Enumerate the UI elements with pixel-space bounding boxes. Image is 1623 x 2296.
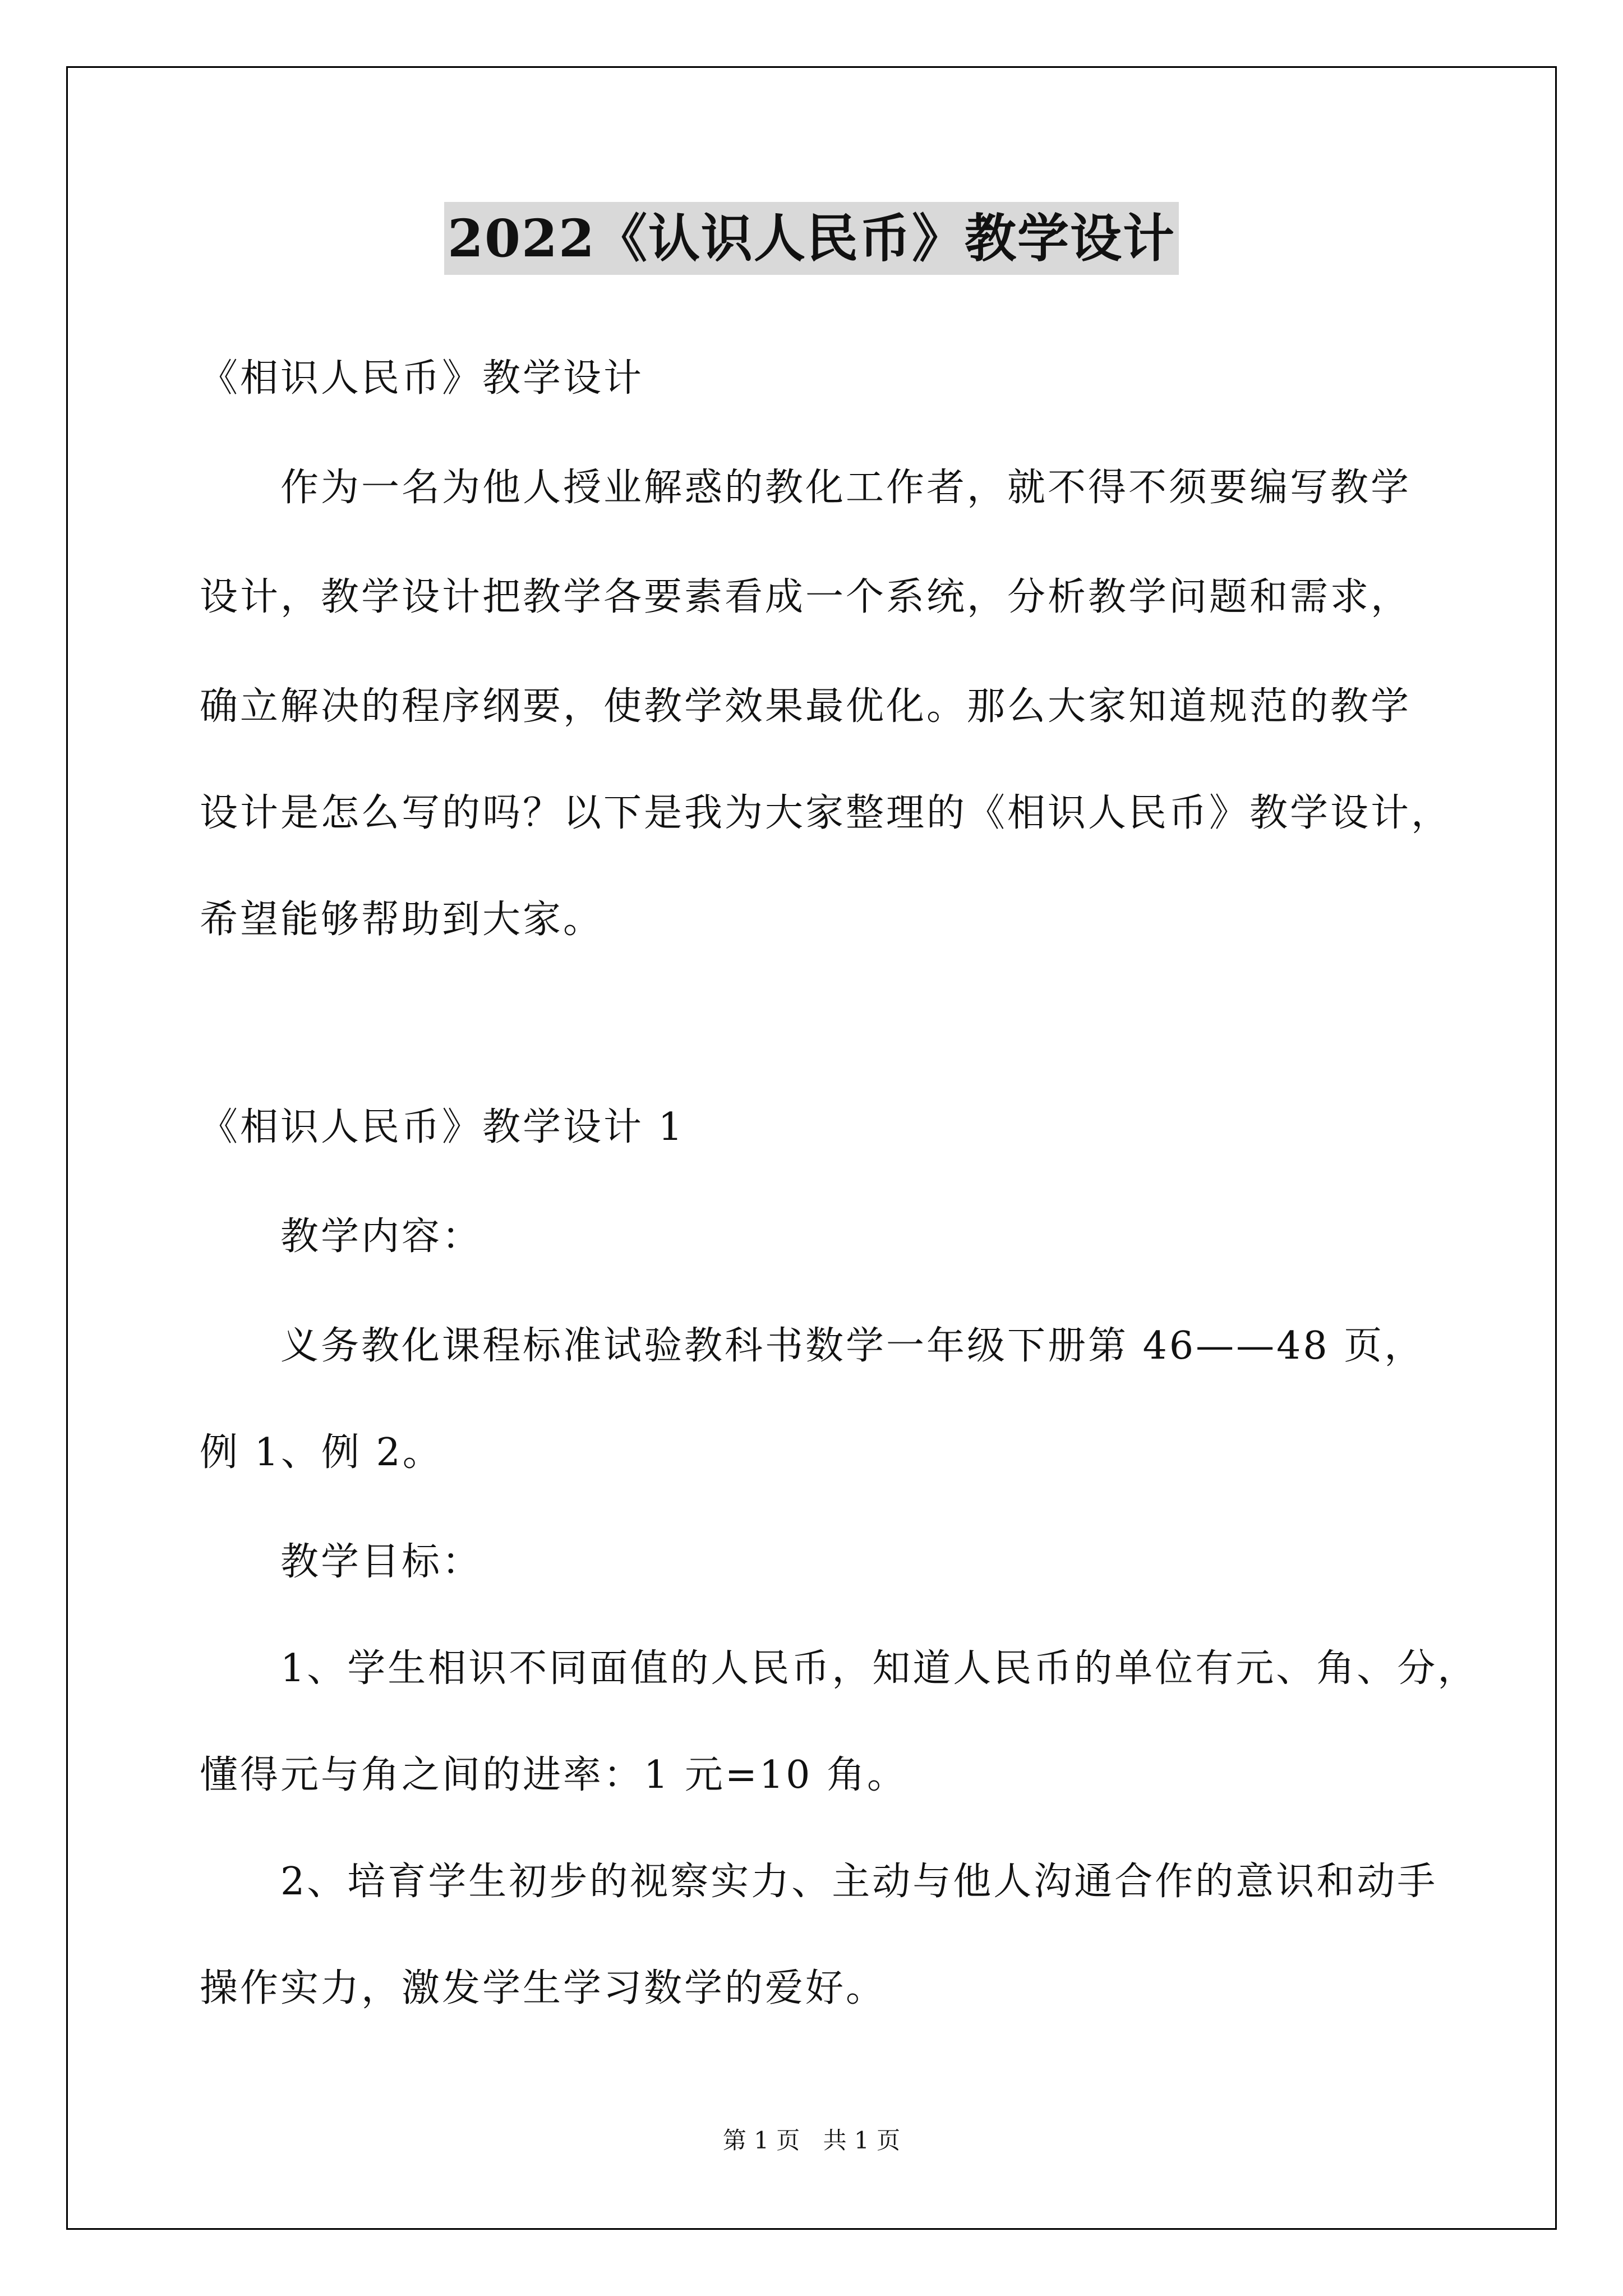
page-total: 共 1 页 — [823, 2127, 901, 2154]
paragraph-line: 2、培育学生初步的视察实力、主动与他人沟通合作的意识和动手 — [280, 1860, 1438, 1904]
paragraph-line: 懂得元与角之间的进率：1 元=10 角。 — [200, 1753, 907, 1797]
page-footer — [0, 2124, 1623, 2157]
paragraph-line: 作为一名为他人授业解惑的教化工作者，就不得不须要编写教学 — [280, 466, 1412, 510]
document-title: 2022《认识人民币》教学设计 — [444, 202, 1179, 275]
paragraph-line: 操作实力，激发学生学习数学的爱好。 — [200, 1966, 887, 2010]
page-number: 第 1 页 — [722, 2127, 800, 2154]
paragraph-line: 1、学生相识不同面值的人民币，知道人民币的单位有元、角、分， — [280, 1646, 1478, 1691]
paragraph-line: 教学目标： — [280, 1540, 483, 1584]
paragraph-line: 确立解决的程序纲要，使教学效果最优化。那么大家知道规范的教学 — [200, 684, 1412, 729]
paragraph-line: 教学内容： — [280, 1214, 483, 1259]
paragraph-line: 义务教化课程标准试验教科书数学一年级下册第 46——48 页， — [280, 1324, 1425, 1368]
subtitle-line: 《相识人民币》教学设计 — [200, 356, 644, 401]
section-heading: 《相识人民币》教学设计 1 — [200, 1105, 685, 1149]
paragraph-line: 希望能够帮助到大家。 — [200, 898, 604, 942]
paragraph-line: 设计是怎么写的吗？以下是我为大家整理的《相识人民币》教学设计， — [200, 791, 1452, 835]
paragraph-line: 例 1、例 2。 — [200, 1430, 443, 1475]
paragraph-line: 设计，教学设计把教学各要素看成一个系统，分析教学问题和需求， — [200, 575, 1412, 619]
title-container — [0, 202, 1623, 275]
